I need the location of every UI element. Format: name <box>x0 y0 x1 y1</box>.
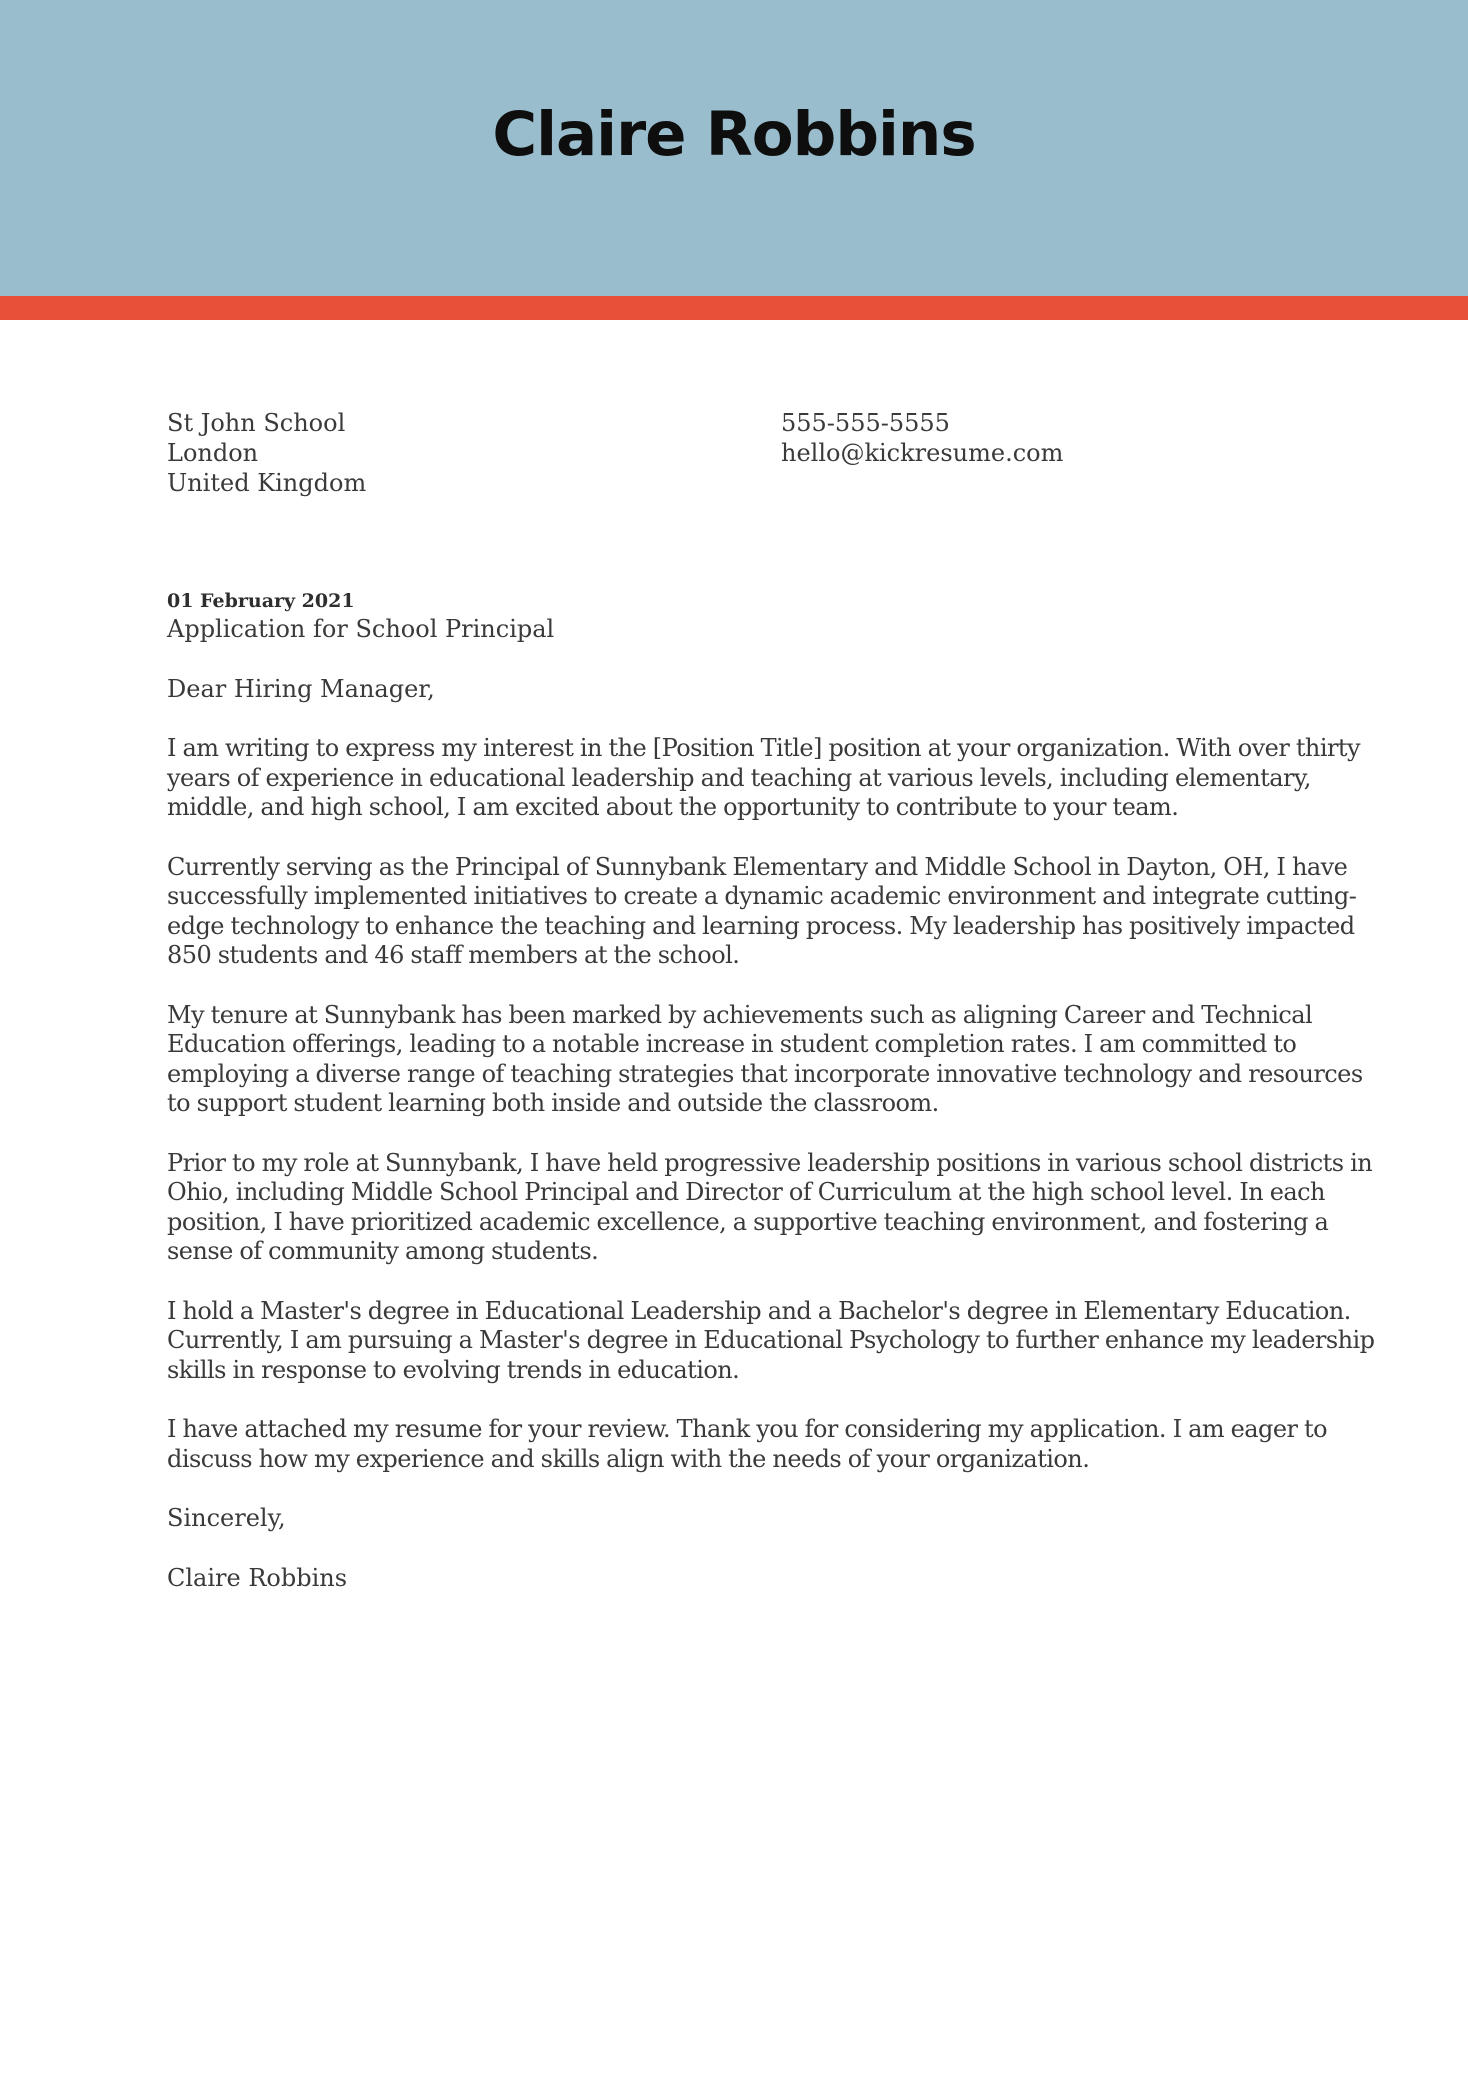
letter-date: 01 February 2021 <box>167 590 355 612</box>
letter-subject: Application for School Principal <box>167 615 555 643</box>
closing: Sincerely, <box>167 1504 286 1532</box>
address-block <box>167 408 366 498</box>
phone-number: 555-555-5555 <box>781 409 950 437</box>
paragraph-current-role: Currently serving as the Principal of Sunnybank Elementary and Middle School in Dayton, OH, I have successfully implemented initiatives to create a dynamic academic environment and integrate cutting-edge technology to enhance the teaching and learning process. My leadership has positively impacted 850 students and 46 staff members at the school. <box>167 852 1357 969</box>
paragraph-intro: I am writing to express my interest in the [Position Title] position at your organization. With over thirty years of experience in educational leadership and teaching at various levels, including elementary, middle, and high school, I am excited about the opportunity to contribute to your team. <box>167 734 1360 821</box>
paragraph-education: I hold a Master's degree in Educational Leadership and a Bachelor's degree in Elementary Education. Currently, I am pursuing a Master's degree in Educational Psychology to further enhance my leadership skills in response to evolving trends in education. <box>167 1296 1375 1384</box>
address-line-country: United Kingdom <box>167 469 367 497</box>
address-line-school: St John School <box>167 409 346 437</box>
applicant-name: Claire Robbins <box>492 99 976 170</box>
paragraph-prior-roles: Prior to my role at Sunnybank, I have held progressive leadership positions in various school districts in Ohio, including Middle School Principal and Director of Curriculum at the high school level. In each position, I have prioritized academic excellence, a supportive teaching environment, and fostering a sense of community among students. <box>167 1148 1373 1265</box>
accent-divider <box>0 296 1468 320</box>
signature: Claire Robbins <box>167 1563 348 1592</box>
address-line-city: London <box>167 439 259 467</box>
salutation: Dear Hiring Manager, <box>167 674 435 703</box>
paragraph-achievements: My tenure at Sunnybank has been marked by achievements such as aligning Career and Technical Education offerings, leading to a notable increase in student completion rates. I am committed to employing a diverse range of teaching strategies that incorporate innovative technology and resources to support student learning both inside and outside the classroom. <box>167 1000 1363 1117</box>
header-banner <box>0 0 1468 296</box>
paragraph-closing: I have attached my resume for your review. Thank you for considering my application. I am eager to discuss how my experience and skills align with the needs of your organization. <box>167 1415 1327 1473</box>
email-address: hello@kickresume.com <box>781 439 1064 467</box>
letter-body <box>167 587 1387 1593</box>
contact-block <box>781 408 1063 468</box>
